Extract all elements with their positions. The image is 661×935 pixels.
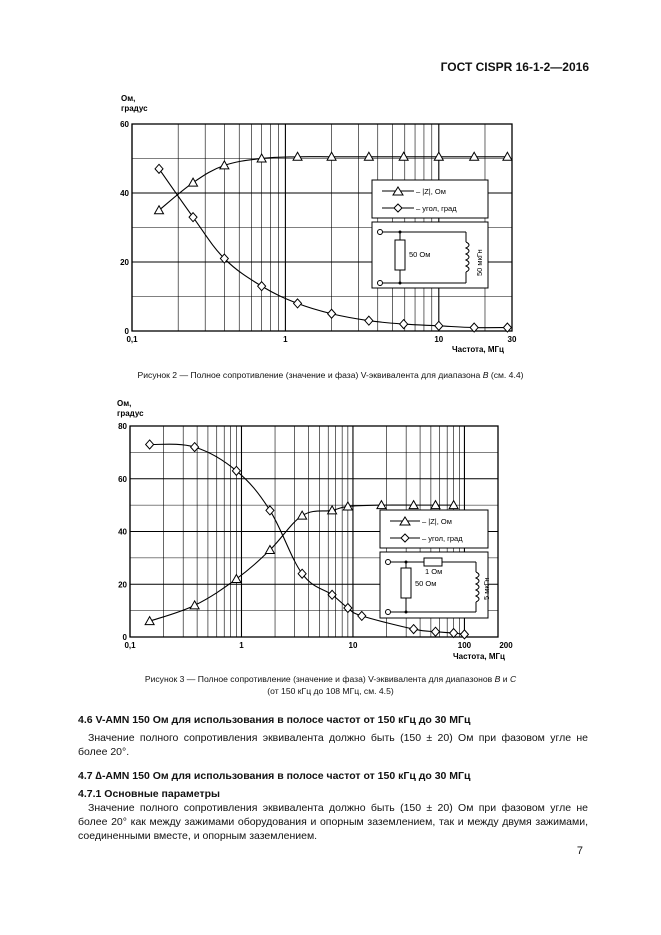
x-tick-label: 1 [283,335,288,344]
angle-point [410,625,418,634]
y-tick-label: 60 [118,474,127,484]
angle-point [191,443,199,452]
x-tick-label: 10 [348,641,358,650]
fig3-caption-prefix: Рисунок 3 — Полное сопротивление (значение и фаза) V-эквивалента для диапазонов [144,674,495,684]
angle-point [146,440,154,449]
fig2-ylabel-line1: Ом, [121,94,136,103]
fig2-inductor-label: 50 мкГн [475,249,484,276]
document-code: ГОСТ CISPR 16-1-2—2016 [440,60,589,74]
fig3-series-resistor-label: 1 Ом [425,567,443,576]
angle-point [344,603,352,612]
x-tick-label: 0,1 [124,641,136,650]
fig3-circuit-diagram [380,552,491,618]
fig2-legend-z: – |Z|, Ом [416,187,446,196]
impedance-point [298,511,307,519]
y-tick-label: 40 [118,527,127,537]
fig2-resistor-label: 50 Ом [409,250,431,259]
section-4-6-title: 4.6 V-AMN 150 Ом для использования в полосе частот от 150 кГц до 30 МГц [78,714,471,726]
x-tick-label: 0,1 [126,335,138,344]
fig3-legend-angle: – угол, град [422,534,463,543]
x-tick-label: 1 [239,641,244,650]
angle-point [431,627,439,636]
angle-point [232,466,240,475]
fig3-caption-line2: (от 150 кГц до 108 МГц, см. 4.5) [267,686,394,696]
fig2-xlabel: Частота, МГц [452,345,504,354]
fig2-caption-suffix: (см. 4.4) [488,370,524,380]
section-4-7-title: 4.7 ∆-AMN 150 Ом для использования в полосе частот от 150 кГц до 30 МГц [78,770,471,782]
y-tick-label: 40 [120,189,129,198]
fig3-ylabel-line1: Ом, [117,399,132,408]
angle-point [358,611,366,620]
angle-point [328,590,336,599]
fig3-inductor-label: 5 мкГн [482,577,491,600]
section-4-7-1-title: 4.7.1 Основные параметры [78,788,220,800]
y-tick-label: 60 [120,120,129,129]
fig3-resistor [401,568,411,598]
fig3-caption-line1 [0,673,661,685]
fig2-ylabel-line2: градус [121,104,148,113]
impedance-point [190,601,199,609]
y-tick-label: 0 [124,327,129,336]
fig3-xlabel: Частота, МГц [453,652,505,661]
page-number: 7 [576,845,583,857]
y-tick-label: 20 [118,580,127,590]
x-tick-label: 30 [507,335,517,344]
fig2-caption-italic: B [482,370,489,380]
fig3-ylabel-line2: градус [117,409,144,418]
x-tick-label: 10 [434,335,444,344]
y-tick-label: 20 [120,258,129,267]
impedance-point [232,574,241,582]
section-4-7-1-text: Значение полного сопротивления эквивалента должно быть (150 ± 20) Ом при фазовом угле не более 20° как между зажимами оборудования и опорным заземлением, так и между двумя зажимами, соединенными вместе, и опорным заземлением. [78,802,588,842]
fig3-caption-and: и [500,674,510,684]
fig3-resistor-label: 50 Ом [415,579,437,588]
fig2-caption-prefix: Рисунок 2 — Полное сопротивление (значение и фаза) V-эквивалента для диапазона [137,370,483,380]
fig3-legend-z: – |Z|, Ом [422,517,452,526]
y-tick-label: 80 [118,422,127,431]
angle-point [450,629,458,638]
figure-3-caption [0,673,661,697]
fig3-legend [380,510,488,548]
y-tick-label: 0 [122,633,127,642]
section-4-6-text: Значение полного сопротивления эквивалента должно быть (150 ± 20) Ом при фазовом угле не более 20°. [78,732,588,758]
fig3-series-resistor [424,558,442,566]
x-tick-label: 200 [499,641,513,650]
fig3-caption-c: C [509,674,517,684]
fig3-caption-b: B [494,674,501,684]
angle-point [266,506,274,515]
fig2-legend-angle: – угол, град [416,204,457,213]
x-tick-label: 100 [457,641,472,650]
